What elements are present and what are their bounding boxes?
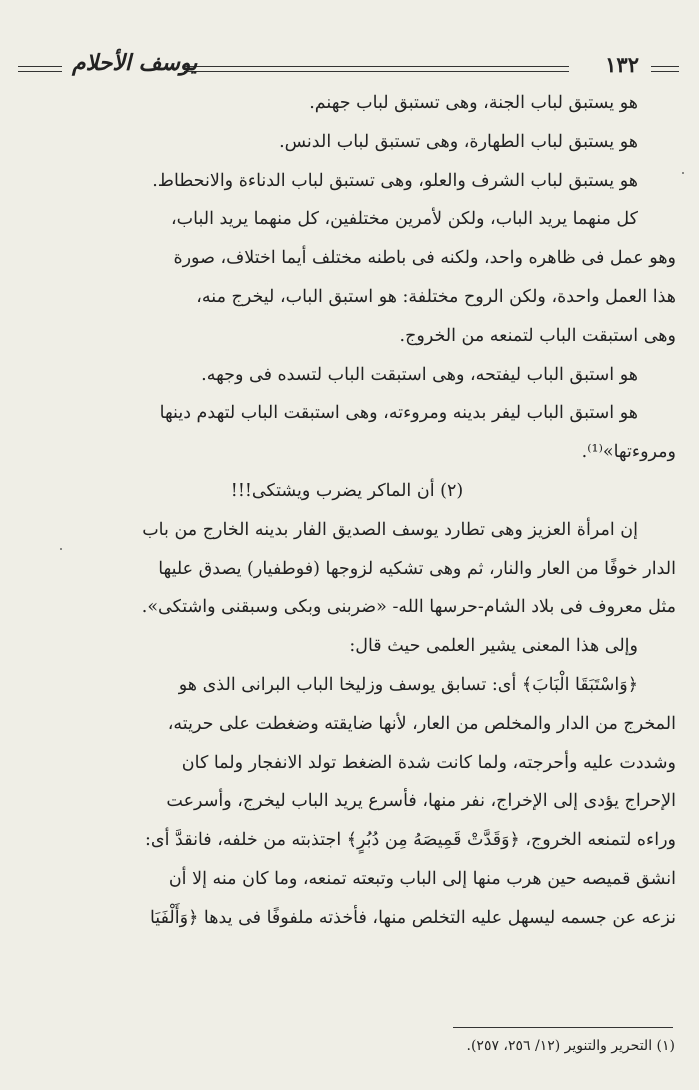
text-line: وإلى هذا المعنى يشير العلمى حيث قال: bbox=[349, 636, 638, 657]
text-line: ومروءتها»⁽¹⁾. bbox=[581, 442, 676, 463]
scan-speck bbox=[60, 548, 62, 550]
text-line: المخرج من الدار والمخلص من العار، لأنها ضايقته وضغطت على حريته، bbox=[167, 713, 676, 734]
text-line: هذا العمل واحدة، ولكن الروح مختلفة: هو استبق الباب، ليخرج منه، bbox=[196, 286, 676, 307]
header-rule-middle bbox=[184, 66, 569, 72]
text-line: ﴿وَاسْتَبَقَا الْبَابَ﴾ أى: تسابق يوسف وزليخا الباب البرانى الذى هو bbox=[178, 674, 638, 695]
text-line: وراءه لتمنعه الخروج، ﴿وَقَدَّتْ قَمِيصَهُ مِن دُبُرٍ﴾ اجتذبته من خلفه، فانقدَّ أى: bbox=[145, 830, 676, 851]
text-line: هو استبق الباب ليفتحه، وهى استبقت الباب لتسده فى وجهه. bbox=[201, 364, 638, 385]
text-line: الإحراج يؤدى إلى الإخراج، نفر منها، فأسرع يريد الباب ليخرج، وأسرعت bbox=[166, 791, 676, 812]
text-line: إن امرأة العزيز وهى تطارد يوسف الصديق الفار بدينه الخارج من باب bbox=[142, 519, 638, 540]
page-number: ١٣٢ bbox=[605, 52, 639, 77]
text-line: وشددت عليه وأحرجته، ولما كانت شدة الضغط تولد الانفجار ولما كان bbox=[181, 752, 676, 773]
text-line: هو يستبق لباب الجنة، وهى تستبق لباب جهنم. bbox=[309, 93, 638, 113]
text-line: وهو عمل فى ظاهره واحد، ولكنه فى باطنه مختلف أيما اختلاف، صورة bbox=[173, 248, 676, 269]
text-line: الدار خوفًا من العار والنار، ثم وهى تشكيه لزوجها (فوطفيار) يصدق عليها bbox=[158, 558, 676, 579]
text-line: هو استبق الباب ليفر بدينه ومروءته، وهى استبقت الباب لتهدم دينها bbox=[159, 403, 638, 424]
text-line: هو يستبق لباب الشرف والعلو، وهى تستبق لباب الدناءة والانحطاط. bbox=[152, 170, 638, 191]
text-line: كل منهما يريد الباب، ولكن لأمرين مختلفين، كل منهما يريد الباب، bbox=[171, 209, 638, 230]
page-body bbox=[18, 84, 676, 938]
running-title: يوسف الأحلام bbox=[72, 50, 198, 76]
section-heading: (٢) أن الماكر يضرب ويشتكى!!! bbox=[230, 480, 464, 501]
footnote-separator bbox=[453, 1027, 673, 1028]
header-rule-left bbox=[18, 66, 62, 72]
text-line: انشق قميصه حين هرب منها إلى الباب وتبعته تمنعه، وما كان منه إلا أن bbox=[168, 868, 676, 889]
page-header bbox=[18, 50, 679, 84]
text-line: وهى استبقت الباب لتمنعه من الخروج. bbox=[399, 325, 676, 346]
text-line: مثل معروف فى بلاد الشام-حرسها الله- «ضربنى وبكى وسبقنى واشتكى». bbox=[141, 597, 676, 618]
header-rule-right bbox=[651, 66, 679, 72]
footnote: (١) التحرير والتنوير (١٢/ ٢٥٦، ٢٥٧). bbox=[466, 1038, 675, 1054]
scan-speck bbox=[682, 172, 684, 174]
text-line: نزعه عن جسمه ليسهل عليه التخلص منها، فأخذته ملفوفًا فى يدها ﴿وَأَلْفَيَا bbox=[149, 907, 676, 928]
text-line: هو يستبق لباب الطهارة، وهى تستبق لباب الدنس. bbox=[279, 131, 638, 152]
